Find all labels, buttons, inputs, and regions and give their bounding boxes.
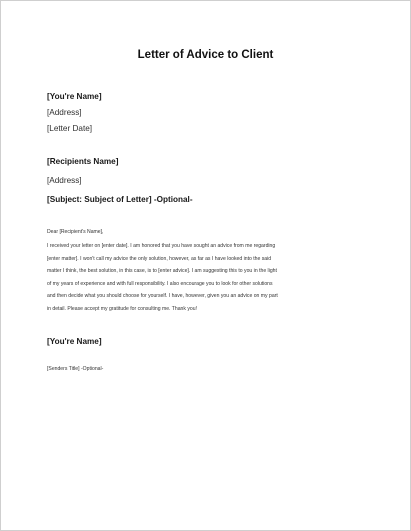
document-title: Letter of Advice to Client xyxy=(137,49,274,61)
closing-name: [You're Name] xyxy=(47,337,102,346)
sender-name: [You're Name] xyxy=(47,92,102,101)
body-line: [enter matter]. I won't call my advice the only solution, however, as far as I have looked into the said xyxy=(47,255,272,262)
body-line: matter I think, the best solution, in this case, is to [enter advice]. I am suggesting this to you in the light xyxy=(47,268,277,275)
letter-body xyxy=(47,240,367,316)
body-line: and then decide what you should choose for yourself. I have, however, given you an advice on my part xyxy=(47,293,278,300)
body-line: in detail. Please accept my gratitude for consulting me. Thank you! xyxy=(47,305,197,312)
body-line: I received your letter on [enter date]. I am honored that you have sought an advice from me regarding xyxy=(47,243,276,249)
sender-title: [Senders Title] -Optional- xyxy=(47,366,104,372)
body-line: of my years of experience and with full responsibility. I also encourage you to look for other solutions xyxy=(47,280,273,287)
subject-line: [Subject: Subject of Letter] -Optional- xyxy=(47,195,193,204)
salutation: Dear [Recipient's Name], xyxy=(47,229,104,235)
sender-address: [Address] xyxy=(47,108,82,117)
letter-date: [Letter Date] xyxy=(47,124,93,133)
recipient-address: [Address] xyxy=(47,176,82,185)
recipient-name: [Recipients Name] xyxy=(47,157,119,166)
